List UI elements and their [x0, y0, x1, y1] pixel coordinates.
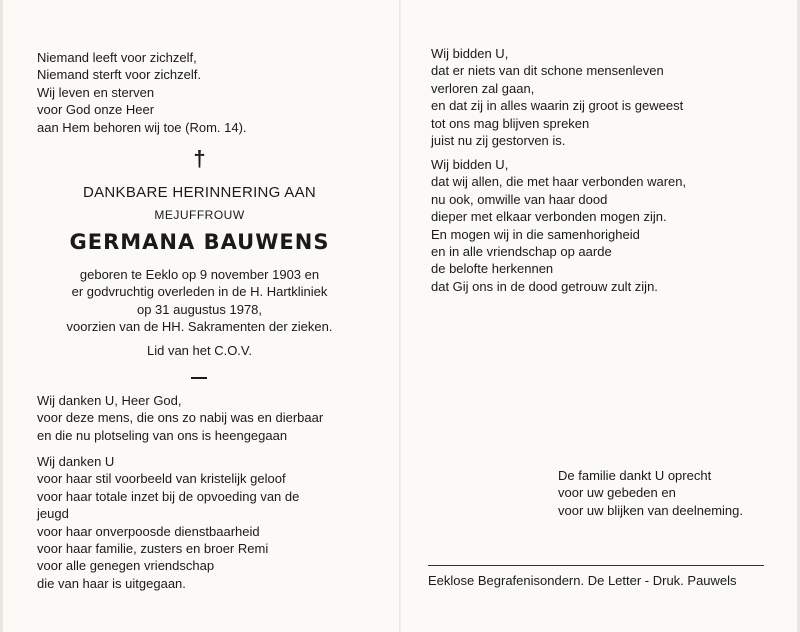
prayer-line: die van haar is uitgegaan. [37, 575, 186, 591]
biography [0, 266, 399, 336]
prayer-line: Wij bidden U, [431, 157, 509, 172]
prayer-line: dieper met elkaar verbonden mogen zijn. [431, 209, 667, 225]
prayer-line: voor deze mens, die ons zo nabij was en dierbaar [37, 410, 324, 426]
prayer-line: dat Gij ons in de dood getrouw zult zijn. [431, 278, 658, 294]
thanks-prayer-2 [37, 453, 299, 592]
prayer-line: verloren zal gaan, [431, 80, 535, 96]
prayer-line: Wij danken U, Heer God, [37, 393, 182, 408]
bio-line: op 31 augustus 1978, [136, 301, 263, 317]
thanks-line: De familie dankt U oprecht [558, 468, 712, 483]
prayer-line: juist nu zij gestorven is. [431, 133, 566, 149]
bio-line: geboren te Eeklo op 9 november 1903 en [79, 267, 320, 282]
footer-rule [428, 565, 764, 566]
right-panel [401, 0, 800, 632]
prayer-line: tot ons mag blijven spreken [431, 115, 590, 131]
prayer-line: Wij danken U [37, 454, 115, 469]
prayer-line: Wij bidden U, [431, 46, 509, 61]
bidding-prayer-1 [431, 45, 683, 149]
prayer-line: En mogen wij in die samenhorigheid [431, 226, 640, 242]
poem-line: aan Hem behoren wij toe (Rom. 14). [37, 119, 247, 135]
poem-line: Niemand sterft voor zichzelf. [37, 67, 202, 83]
honorific: MEJUFFROUW [154, 208, 245, 222]
bio-line: er godvruchtig overleden in de H. Hartkliniek [71, 284, 328, 300]
poem-line: Niemand leeft voor zichzelf, [37, 50, 197, 65]
prayer-line: voor alle genegen vriendschap [37, 558, 215, 574]
cross-icon: † [193, 146, 206, 171]
poem-line: voor God onze Heer [37, 102, 155, 118]
membership: Lid van het C.O.V. [146, 343, 253, 358]
thanks-line: voor uw blijken van deelneming. [558, 502, 743, 518]
thanks-prayer-1 [37, 392, 323, 444]
left-panel [0, 0, 399, 632]
bidding-prayer-2 [431, 156, 686, 295]
separator-dash [191, 377, 207, 379]
family-thanks [558, 467, 743, 519]
prayer-line: voor haar onverpoosde dienstbaarheid [37, 523, 260, 539]
prayer-line: jeugd [37, 506, 69, 522]
bio-line: voorzien van de HH. Sakramenten der zieken. [66, 319, 333, 335]
prayer-line: nu ook, omwille van haar dood [431, 191, 608, 207]
prayer-line: en in alle vriendschap op aarde [431, 244, 612, 260]
prayer-line: en dat zij in alles waarin zij groot is geweest [431, 98, 684, 114]
poem-line: Wij leven en sterven [37, 84, 155, 100]
opening-poem [37, 49, 247, 136]
prayer-line: dat er niets van dit schone mensenleven [431, 63, 664, 79]
prayer-line: en die nu plotseling van ons is heengegaan [37, 427, 288, 443]
prayer-line: voor haar stil voorbeeld van kristelijk geloof [37, 471, 286, 487]
deceased-name: GERMANA BAUWENS [69, 230, 330, 254]
memorial-heading: DANKBARE HERINNERING AAN [82, 184, 317, 201]
prayer-line: de belofte herkennen [431, 261, 554, 277]
thanks-line: voor uw gebeden en [558, 485, 676, 501]
prayer-line: dat wij allen, die met haar verbonden waren, [431, 174, 687, 190]
prayer-line: voor haar totale inzet bij de opvoeding van de [37, 488, 300, 504]
printer-credit: Eeklose Begrafenisondern. De Letter - Druk. Pauwels [428, 573, 737, 588]
prayer-line: voor haar familie, zusters en broer Remi [37, 541, 269, 557]
